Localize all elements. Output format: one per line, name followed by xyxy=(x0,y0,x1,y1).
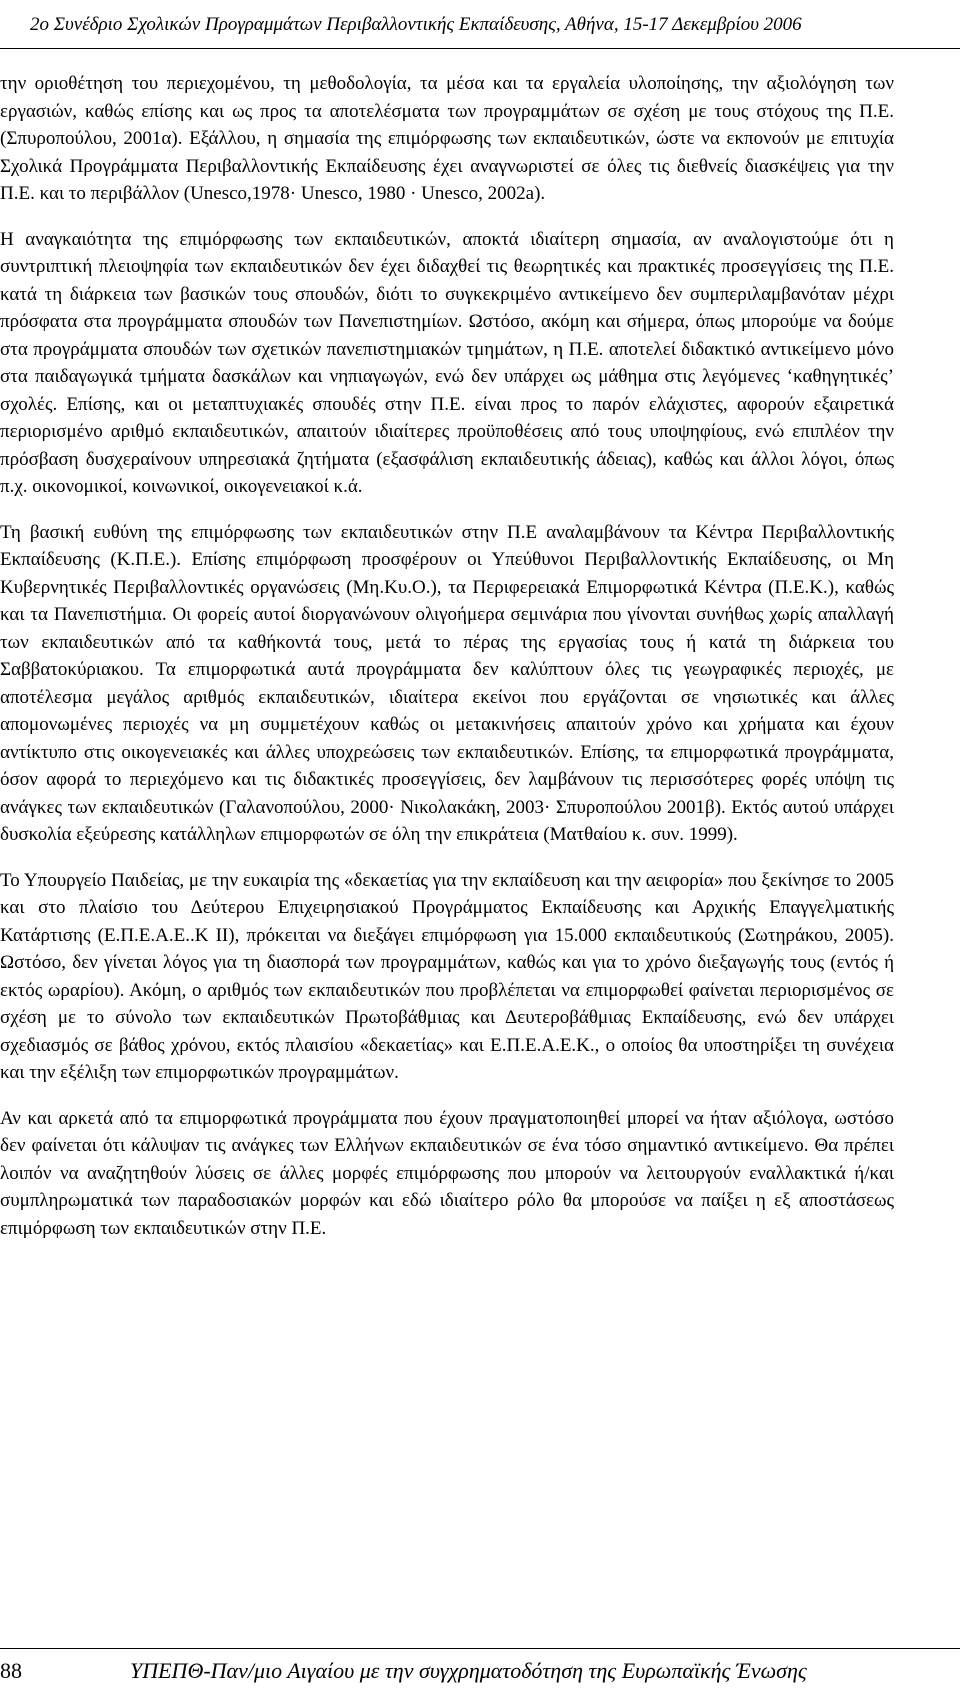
paragraph-4: Το Υπουργείο Παιδείας, με την ευκαιρία της «δεκαετίας για την εκπαίδευση και την αειφορία» που ξεκίνησε το 2005 και στο πλαίσιο του Δεύτερου Επιχειρησιακού Προγράμματος Εκπαίδευσης και Αρχικής Επαγγελματικής Κατάρτισης (Ε.Π.Ε.Α.Ε..Κ ΙΙ), πρόκειται να διεξάγει επιμόρφωση για 15.000 εκπαιδευτικούς (Σωτηράκου, 2005). Ωστόσο, δεν γίνεται λόγος για τη διασπορά των προγραμμάτων, καθώς και για το χρόνο διεξαγωγής τους (εντός ή εκτός ωραρίου). Ακόμη, ο αριθμός των εκπαιδευτικών που προβλέπεται να επιμορφωθεί φαίνεται περιορισμένος σε σχέση με το σύνολο των εκπαιδευτικών Πρωτοβάθμιας και Δευτεροβάθμιας Εκπαίδευσης, ενώ δεν υπάρχει σχεδιασμός σε βάθος χρόνου, εκτός πλαισίου «δεκαετίας» και Ε.Π.Ε.Α.Ε.Κ., ο οποίος θα υποστηρίξει τη συνέχεια και την εξέλιξη των επιμορφωτικών προγραμμάτων. xyxy=(0,869,894,1083)
header-divider xyxy=(0,48,960,49)
paragraph-5: Αν και αρκετά από τα επιμορφωτικά προγράμματα που έχουν πραγματοποιηθεί μπορεί να ήταν αξιόλογα, ωστόσο δεν φαίνεται ότι κάλυψαν τις ανάγκες των Ελλήνων εκπαιδευτικών σε ένα τόσο σημαντικό αντικείμενο. Θα πρέπει λοιπόν να αναζητηθούν λύσεις σε άλλες μορφές επιμόρφωσης που μπορούν να λειτουργούν εναλλακτικά ή/και συμπληρωματικά των παραδοσιακών μορφών και εδώ ιδιαίτερο ρόλο θα μπορούσε να παίξει η εξ αποστάσεως επιμόρφωση των εκπαιδευτικών στην Π.Ε. xyxy=(0,1107,894,1239)
document-body xyxy=(0,70,894,1260)
paragraph-3: Τη βασική ευθύνη της επιμόρφωσης των εκπαιδευτικών στην Π.Ε αναλαμβάνουν τα Κέντρα Περιβαλλοντικής Εκπαίδευσης (Κ.Π.Ε.). Επίσης επιμόρφωση προσφέρουν οι Υπεύθυνοι Περιβαλλοντικής Εκπαίδευσης, οι Μη Κυβερνητικές Περιβαλλοντικές οργανώσεις (Μη.Κυ.Ο.), τα Περιφερειακά Επιμορφωτικά Κέντρα (Π.Ε.Κ.), καθώς και τα Πανεπιστήμια. Οι φορείς αυτοί διοργανώνουν ολιγοήμερα σεμινάρια που γίνονται συνήθως χωρίς απαλλαγή των εκπαιδευτικών από τα καθήκοντά τους, μετά το πέρας της εργασίας τους ή κατά τη διάρκεια του Σαββατοκύριακου. Τα επιμορφωτικά αυτά προγράμματα δεν καλύπτουν όλες τις γεωγραφικές περιοχές, με αποτέλεσμα μεγάλος αριθμός εκπαιδευτικών, ιδιαίτερα εκείνοι που εργάζονται σε νησιωτικές και άλλες απομονωμένες περιοχές να μη συμμετέχουν καθώς οι μετακινήσεις απαιτούν χρόνο και χρήματα και έχουν αντίκτυπο στις οικογενειακές και άλλες υποχρεώσεις των εκπαιδευτικών. Επίσης, τα επιμορφωτικά προγράμματα, όσον αφορά το περιεχόμενο και τις διδακτικές προσεγγίσεις, δεν λαμβάνουν τις περισσότερες φορές υπόψη τις ανάγκες των εκπαιδευτικών (Γαλανοπούλου, 2000· Νικολακάκη, 2003· Σπυροπούλου 2001β). Εκτός αυτού υπάρχει δυσκολία εξεύρεσης κατάλληλων επιμορφωτών σε όλη την επικράτεια (Ματθαίου κ. συν. 1999). xyxy=(0,521,894,845)
footer-divider xyxy=(0,1648,960,1649)
page-header xyxy=(0,0,960,52)
paragraph-2: Η αναγκαιότητα της επιμόρφωσης των εκπαιδευτικών, αποκτά ιδιαίτερη σημασία, αν αναλογιστούμε ότι η συντριπτική πλειοψηφία των εκπαιδευτικών δεν έχει διδαχθεί τις θεωρητικές και πρακτικές προσεγγίσεις της Π.Ε. κατά τη διάρκεια των βασικών τους σπουδών, διότι το συγκεκριμένο αντικείμενο δεν συμπεριλαμβανόταν μέχρι πρόσφατα στα προγράμματα σπουδών των Πανεπιστημίων. Ωστόσο, ακόμη και σήμερα, όπως μπορούμε να δούμε στα προγράμματα σπουδών των σχετικών πανεπιστημιακών τμημάτων, η Π.Ε. αποτελεί διδακτικό αντικείμενο μόνο στα παιδαγωγικά τμήματα δασκάλων και νηπιαγωγών, ενώ δεν υπάρχει ως μάθημα στις λεγόμενες ‘καθηγητικές’ σχολές. Επίσης, και οι μεταπτυχιακές σπουδές στην Π.Ε. είναι προς το παρόν ελάχιστες, αφορούν εξαιρετικά περιορισμένο αριθμό εκπαιδευτικών, απαιτούν ιδιαίτερες προϋποθέσεις από τους υποψηφίους, ενώ επιπλέον την πρόσβαση δυσχεραίνουν υπηρεσιακά ζητήματα (εξασφάλιση εκπαιδευτικής άδειας), καθώς και άλλοι λόγοι, όπως π.χ. οικονομικοί, κοινωνικοί, οικογενειακοί κ.ά. xyxy=(0,228,894,497)
conference-header-text: 2ο Συνέδριο Σχολικών Προγραμμάτων Περιβαλλοντικής Εκπαίδευσης, Αθήνα, 15-17 Δεκεμβρίου 2006 xyxy=(30,14,802,35)
paragraph-1: την οριοθέτηση του περιεχομένου, τη μεθοδολογία, τα μέσα και τα εργαλεία υλοποίησης, την αξιολόγηση των εργασιών, καθώς επίσης και ως προς τα αποτελέσματα των προγραμμάτων σε σχέση με τους στόχους της Π.Ε. (Σπυροπούλου, 2001α). Εξάλλου, η σημασία της επιμόρφωσης των εκπαιδευτικών, ώστε να εκπονούν με επιτυχία Σχολικά Προγράμματα Περιβαλλοντικής Εκπαίδευσης έχει αναγνωριστεί σε όλες τις διεθνείς διασκέψεις για την Π.Ε. και το περιβάλλον (Unesco,1978· Unesco, 1980 · Unesco, 2002a). xyxy=(0,73,894,204)
page-number: 88 xyxy=(0,1658,22,1683)
page-footer xyxy=(0,1648,960,1688)
footer-funding-text: ΥΠΕΠΘ-Παν/μιο Αιγαίου με την συγχρηματοδότηση της Ευρωπαϊκής Ένωσης xyxy=(130,1658,807,1683)
